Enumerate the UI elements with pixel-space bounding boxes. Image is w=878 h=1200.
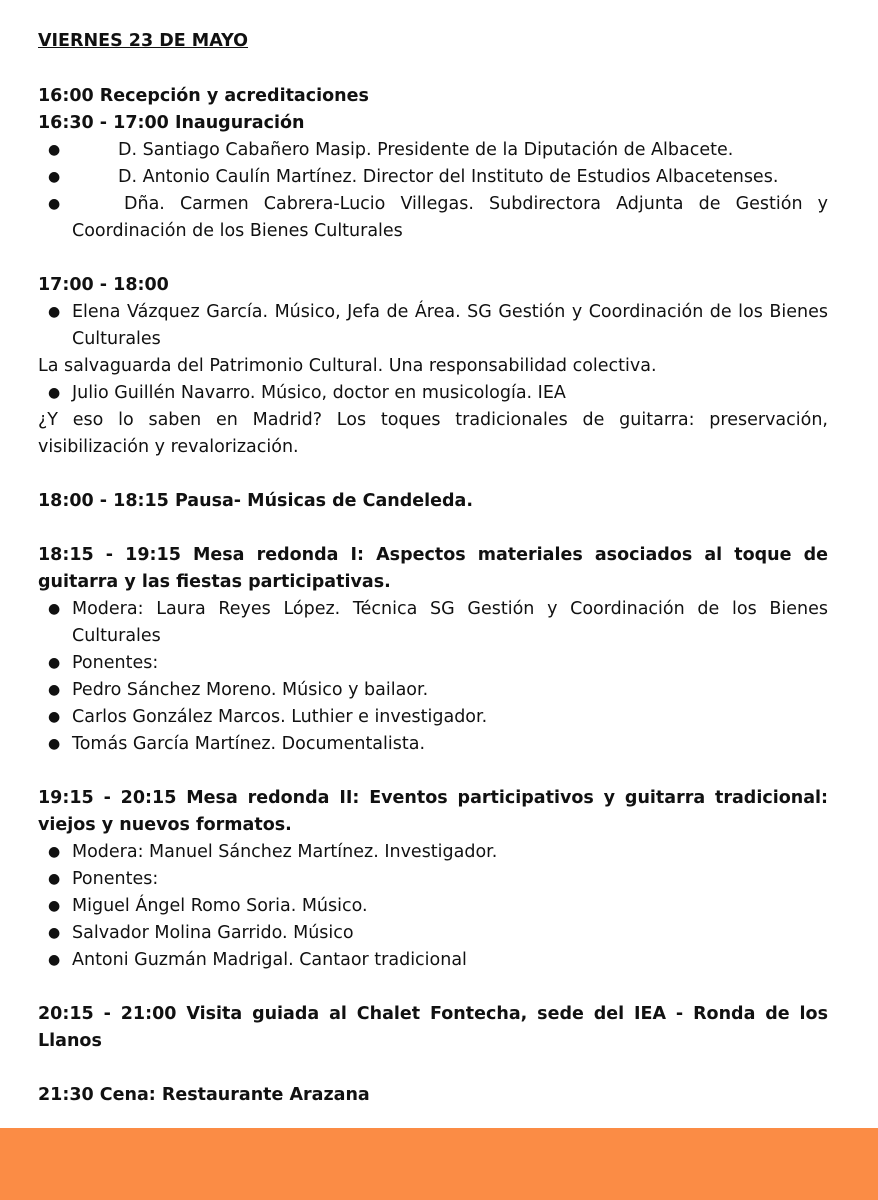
bullet-icon: ● xyxy=(48,871,61,887)
list-item-text: Elena Vázquez García. Músico, Jefa de Área. SG Gestión y Coordinación de los Bienes Culturales xyxy=(72,302,828,349)
list-item xyxy=(38,839,828,866)
bullet-icon: ● xyxy=(48,709,61,725)
list-item xyxy=(38,731,828,758)
bullet-icon: ● xyxy=(48,736,61,752)
list-item-text: Ponentes: xyxy=(72,869,159,889)
roundtable-1-list xyxy=(38,596,828,758)
bullet-icon: ● xyxy=(48,898,61,914)
list-item xyxy=(38,191,828,245)
talks-list-1 xyxy=(38,299,828,353)
program-page xyxy=(38,28,828,1109)
section-roundtable-2 xyxy=(38,785,828,974)
list-item-text: D. Antonio Caulín Martínez. Director del Instituto de Estudios Albacetenses. xyxy=(118,167,779,187)
inauguration-title: 16:30 - 17:00 Inauguración xyxy=(38,113,305,133)
list-item xyxy=(38,650,828,677)
list-item xyxy=(38,947,828,974)
list-item-text: Ponentes: xyxy=(72,653,159,673)
footer-band xyxy=(0,1128,878,1200)
roundtable-2-title: 19:15 - 20:15 Mesa redonda II: Eventos participativos y guitarra tradicional: viejos y nuevos formatos. xyxy=(38,788,828,835)
talk-title-1: La salvaguarda del Patrimonio Cultural. Una responsabilidad colectiva. xyxy=(38,356,657,376)
section-opening xyxy=(38,83,828,245)
bullet-icon: ● xyxy=(48,304,61,320)
list-item xyxy=(38,380,828,407)
section-break xyxy=(38,488,828,515)
list-item xyxy=(38,893,828,920)
section-dinner xyxy=(38,1082,828,1109)
bullet-icon: ● xyxy=(48,142,61,158)
list-item-text: Tomás García Martínez. Documentalista. xyxy=(72,734,426,754)
list-item xyxy=(38,596,828,650)
bullet-icon: ● xyxy=(48,655,61,671)
bullet-icon: ● xyxy=(48,925,61,941)
list-item-text: Salvador Molina Garrido. Músico xyxy=(72,923,354,943)
break-title: 18:00 - 18:15 Pausa- Músicas de Candeleda. xyxy=(38,491,473,511)
reception-title: 16:00 Recepción y acreditaciones xyxy=(38,86,369,106)
list-item xyxy=(38,677,828,704)
list-item-text: D. Santiago Cabañero Masip. Presidente de la Diputación de Albacete. xyxy=(118,140,734,160)
visit-title: 20:15 - 21:00 Visita guiada al Chalet Fontecha, sede del IEA - Ronda de los Llanos xyxy=(38,1004,828,1051)
section-visit xyxy=(38,1001,828,1055)
bullet-icon: ● xyxy=(48,844,61,860)
list-item-text: Miguel Ángel Romo Soria. Músico. xyxy=(72,896,368,916)
bullet-icon: ● xyxy=(48,952,61,968)
bullet-icon: ● xyxy=(48,682,61,698)
list-item xyxy=(38,920,828,947)
list-item xyxy=(38,299,828,353)
list-item xyxy=(38,704,828,731)
bullet-icon: ● xyxy=(48,169,61,185)
list-item xyxy=(38,866,828,893)
list-item-text: Modera: Laura Reyes López. Técnica SG Gestión y Coordinación de los Bienes Culturales xyxy=(72,599,828,646)
bullet-icon: ● xyxy=(48,601,61,617)
roundtable-2-list xyxy=(38,839,828,974)
talk-title-2: ¿Y eso lo saben en Madrid? Los toques tradicionales de guitarra: preservación, visibilización y revalorización. xyxy=(38,410,828,457)
talks-title: 17:00 - 18:00 xyxy=(38,275,169,295)
list-item-text: Carlos González Marcos. Luthier e investigador. xyxy=(72,707,488,727)
bullet-icon: ● xyxy=(48,196,61,212)
list-item xyxy=(38,164,828,191)
section-talks xyxy=(38,272,828,461)
bullet-icon: ● xyxy=(48,385,61,401)
day-heading: VIERNES 23 DE MAYO xyxy=(38,31,249,51)
talks-list-2 xyxy=(38,380,828,407)
inauguration-list xyxy=(38,137,828,245)
list-item-text: Pedro Sánchez Moreno. Músico y bailaor. xyxy=(72,680,429,700)
list-item-text: Julio Guillén Navarro. Músico, doctor en musicología. IEA xyxy=(72,383,566,403)
dinner-title: 21:30 Cena: Restaurante Arazana xyxy=(38,1085,370,1105)
list-item-text: Modera: Manuel Sánchez Martínez. Investigador. xyxy=(72,842,498,862)
section-roundtable-1 xyxy=(38,542,828,758)
list-item xyxy=(38,137,828,164)
list-item-text: Antoni Guzmán Madrigal. Cantaor tradicional xyxy=(72,950,467,970)
list-item-text: Dña. Carmen Cabrera-Lucio Villegas. Subdirectora Adjunta de Gestión y Coordinación de los Bienes Culturales xyxy=(72,194,828,241)
roundtable-1-title: 18:15 - 19:15 Mesa redonda I: Aspectos materiales asociados al toque de guitarra y las fiestas participativas. xyxy=(38,545,828,592)
